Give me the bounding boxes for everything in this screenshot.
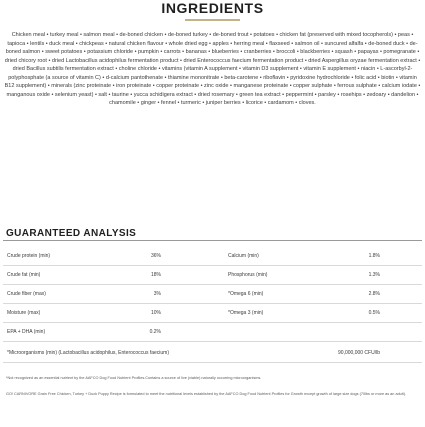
analysis-divider [3,240,422,241]
title-divider [185,19,240,21]
nutrient-name: *Omega 6 (min) [228,291,264,297]
analysis-row-microorganisms [3,344,422,363]
nutrient-name: Calcium (min) [228,253,259,259]
nutrient-value: 3% [153,291,161,297]
nutrient-value: 2.8% [368,291,380,297]
microorganisms-value: 90,000,000 CFU/lb [338,350,380,356]
nutrient-name: *Omega 3 (min) [228,310,264,316]
nutrient-value: 1.3% [368,272,380,278]
analysis-row [3,266,422,285]
footnote-aafco-statement: GO! CARNIVORE Grain Free Chicken, Turkey + Duck Puppy Recipe is formulated to meet the nutritional levels established by the AAFCO Dog Food Nutrient Profiles for Growth except growth of large size dogs (70lbs or more as an adult). [6,392,407,396]
guaranteed-analysis-title: GUARANTEED ANALYSIS [6,228,137,239]
nutrient-name: Crude fat (min) [7,272,41,278]
nutrient-value: 18% [150,272,161,278]
analysis-row [3,304,422,323]
analysis-row [3,247,422,266]
microorganisms-label: *Microorganisms (min) (Lactobacillus acidophilus, Enterococcus faecium) [7,350,170,356]
nutrient-value: 0.5% [368,310,380,316]
footnote-not-essential: *Not recognized as an essential nutrient by the AAFCO Dog Food Nutrient Profiles.Contains a source of live (viable) naturally occurring microorganisms. [6,376,262,380]
nutrient-name: Crude protein (min) [7,253,51,259]
nutrient-name: Crude fiber (max) [7,291,46,297]
nutrient-name: Phosphorus (min) [228,272,268,278]
analysis-row [3,285,422,304]
nutrient-name: EPA + DHA (min) [7,329,46,335]
nutrient-value: 36% [150,253,161,259]
ingredients-list: Chicken meal • turkey meal • salmon meal • de-boned chicken • de-boned turkey • de-boned trout • potatoes • chicken fat (preserved with mixed tocopherols) • peas • tapioca • lentils • duck meal • chickpeas • natural chicken flavour • whole dried egg • apples • herring meal • flaxseed • salmon oil • suncured alfalfa • de-boned duck • de-boned salmon • sweet potatoes • potassium chloride • pumpkin • carrots • bananas • blueberries • cranberries • broccoli • blackberries • squash • papayas • pomegranate • dried chicory root • dried Lactobacillus acidophilus fermentation product • dried Enterococcus faecium fermentation product • dried Aspergillus oryzae fermentation extract • dried Bacillus subtilis fermentation extract • choline chloride • vitamins (vitamin A supplement • vitamin D3 supplement • vitamin E supplement • niacin • L-ascorbyl-2-polyphosphate (a source of vitamin C) • d-calcium pantothenate • thiamine mononitrate • beta-carotene • riboflavin • pyridoxine hydrochloride • folic acid • biotin • vitamin B12 supplement) • minerals (zinc proteinate • iron proteinate • copper proteinate • zinc oxide • manganese proteinate • copper sulphate • ferrous sulphate • calcium iodate • manganous oxide • selenium yeast) • salt • taurine • yucca schidigera extract • dried rosemary • green tea extract • peppermint • parsley • rosehips • zedoary • dandelion • chamomile • ginger • fennel • turmeric • juniper berries • licorice • cardamom • cloves. [4,32,421,107]
analysis-row [3,323,422,342]
nutrient-value: 10% [150,310,161,316]
nutrient-value: 0.2% [149,329,161,335]
ingredients-title: INGREDIENTS [161,0,264,16]
nutrient-value: 1.8% [368,253,380,259]
nutrient-name: Moisture (max) [7,310,41,316]
